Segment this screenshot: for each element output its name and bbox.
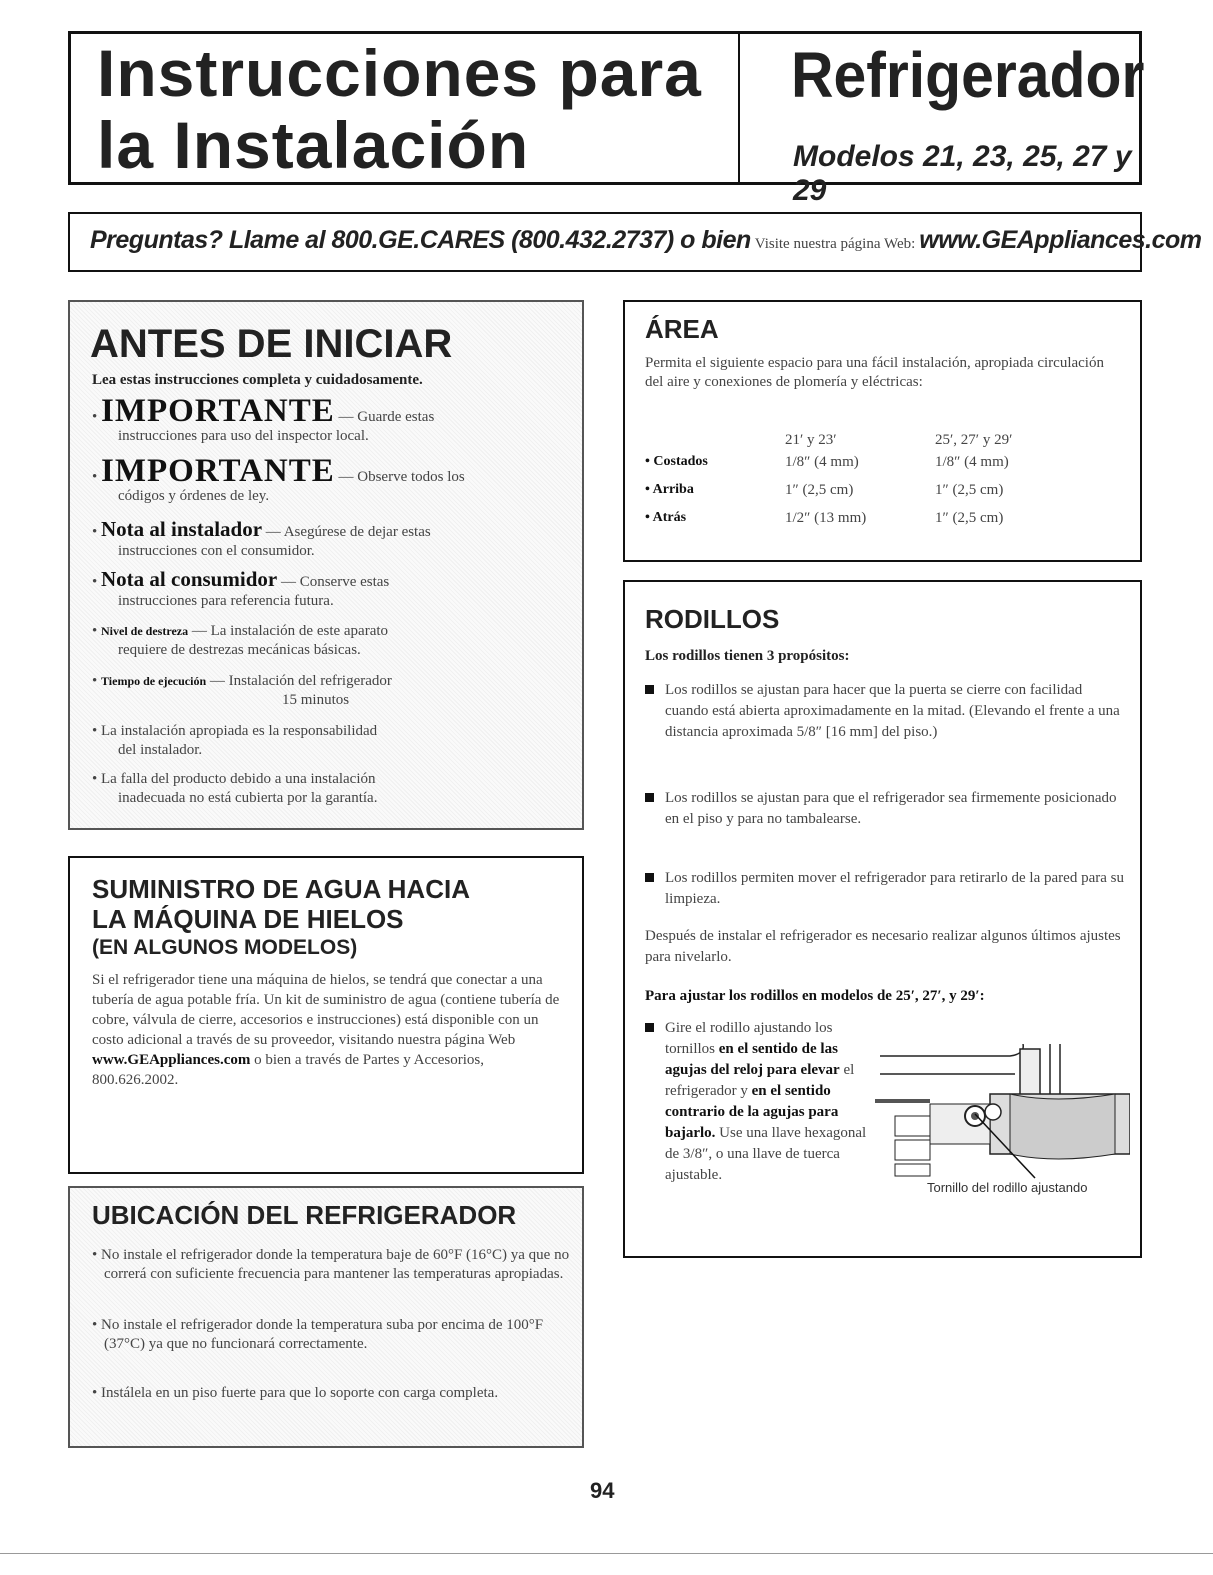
section-title: UBICACIÓN DEL REFRIGERADOR bbox=[92, 1200, 517, 1230]
antes-de-iniciar-section bbox=[68, 300, 584, 830]
product-title: Refrigerador bbox=[791, 39, 1145, 111]
roller-diagram-illustration bbox=[875, 1044, 1130, 1179]
questions-text: Preguntas? Llame al 800.GE.CARES (800.432.2737) o bien bbox=[90, 226, 751, 254]
diagram-caption: Tornillo del rodillo ajustando bbox=[927, 1180, 1088, 1195]
questions-bar bbox=[68, 212, 1202, 272]
section-title: RODILLOS bbox=[645, 604, 780, 634]
list-item: • Instálela en un piso fuerte para que lo soporte con carga completa. bbox=[92, 1385, 499, 1401]
area-section bbox=[623, 300, 1142, 562]
list-item: • Tiempo de ejecución — Instalación del refrigerador 15 minutos bbox=[92, 673, 392, 708]
section-body: Si el refrigerador tiene una máquina de hielos, se tendrá que conectar a una tubería de agua potable fría. Un kit de suministro de agua (contiene tubería de cobre, válvula de cierre, accesorios e instrucciones) está disponible con un costo adicional a través de su proveedor, visitando nuestra página Web www.GEAppliances.com o bien a través de Partes y Accesorios, 800.626.2002. bbox=[92, 972, 560, 1088]
section-title: SUMINISTRO DE AGUA HACIA LA MÁQUINA DE HIELOS bbox=[92, 874, 470, 934]
page-title-line1: Instrucciones para bbox=[97, 36, 702, 110]
list-item: Los rodillos permiten mover el refrigerador para retirarlo de la pared para su limpieza. bbox=[645, 868, 1125, 910]
visit-text: Visite nuestra página Web: bbox=[754, 236, 916, 252]
list-item: Los rodillos se ajustan para que el refrigerador sea firmemente posicionado en el piso y para no tambalearse. bbox=[645, 788, 1125, 830]
area-intro: Permita el siguiente espacio para una fácil instalación, apropiada circulación del aire y conexiones de plomería y eléctricas: bbox=[645, 355, 1104, 390]
rodillos-section bbox=[623, 580, 1142, 1258]
models-subtitle: Modelos 21, 23, 25, 27 y 29 bbox=[793, 140, 1132, 207]
list-item: • IMPORTANTE — Guarde estas instrucciones para uso del inspector local. bbox=[92, 393, 435, 444]
section-subtitle: (EN ALGUNOS MODELOS) bbox=[92, 936, 358, 959]
header bbox=[68, 31, 1145, 207]
list-item: • No instale el refrigerador donde la temperatura suba por encima de 100°F (37°C) ya que no funcionará correctamente. bbox=[92, 1317, 544, 1352]
bottom-rule bbox=[0, 1553, 1213, 1554]
list-item: Los rodillos se ajustan para hacer que la puerta se cierre con facilidad cuando está abierta aproximadamente en la mitad. (Elevando el frente a una distancia aproximada 5/8″ [16 mm] del piso.) bbox=[645, 680, 1125, 743]
header-divider bbox=[738, 34, 740, 182]
adjust-title: Para ajustar los rodillos en modelos de 25′, 27′, y 29′: bbox=[645, 988, 985, 1004]
list-item: • No instale el refrigerador donde la temperatura baje de 60°F (16°C) ya que no correrá con suficiente frecuencia para mantener las temperaturas apropiadas. bbox=[92, 1247, 570, 1282]
table-row: • Costados 1/8″ (4 mm) 1/8″ (4 mm) bbox=[645, 454, 1009, 470]
roller-adjustment-diagram bbox=[875, 1044, 1130, 1202]
list-item: • IMPORTANTE — Observe todos los códigos y órdenes de ley. bbox=[92, 453, 465, 504]
website-link[interactable]: www.GEAppliances.com bbox=[92, 1052, 251, 1068]
section-title: ÁREA bbox=[645, 314, 719, 344]
ubicacion-section bbox=[68, 1186, 584, 1448]
list-item: • La falla del producto debido a una instalación inadecuada no está cubierta por la garantía. bbox=[92, 771, 378, 806]
list-item: • Nivel de destreza — La instalación de este aparato requiere de destrezas mecánicas básicas. bbox=[92, 623, 389, 658]
suministro-agua-section bbox=[68, 856, 584, 1174]
section-title: ANTES DE INICIAR bbox=[90, 322, 453, 366]
rodillos-after-text: Después de instalar el refrigerador es necesario realizar algunos últimos ajustes para nivelarlo. bbox=[645, 928, 1121, 965]
list-item: • Nota al consumidor — Conserve estas instrucciones para referencia futura. bbox=[92, 567, 390, 609]
table-row: • Atrás 1/2″ (13 mm) 1″ (2,5 cm) bbox=[645, 510, 1004, 526]
section-lead: Los rodillos tienen 3 propósitos: bbox=[645, 648, 850, 664]
section-lead: Lea estas instrucciones completa y cuidadosamente. bbox=[92, 372, 423, 388]
list-item: • La instalación apropiada es la responsabilidad del instalador. bbox=[92, 723, 378, 758]
page-title-line2: la Instalación bbox=[97, 108, 530, 182]
area-table-header: 21′ y 23′ 25′, 27′ y 29′ bbox=[785, 432, 1013, 448]
adjust-instructions: Gire el rodillo ajustando los tornillos en el sentido de las agujas del reloj para elevar el refrigerador y en el sentido contrario de la agujas para bajarlo. Use una llave hexagonal de 3/8″, o una llave de tuerca ajustable. bbox=[645, 1018, 873, 1186]
page-number: 94 bbox=[590, 1478, 615, 1503]
table-row: • Arriba 1″ (2,5 cm) 1″ (2,5 cm) bbox=[645, 482, 1004, 498]
list-item: • Nota al instalador — Asegúrese de dejar estas instrucciones con el consumidor. bbox=[92, 517, 431, 559]
website-link[interactable]: www.GEAppliances.com bbox=[919, 226, 1202, 254]
